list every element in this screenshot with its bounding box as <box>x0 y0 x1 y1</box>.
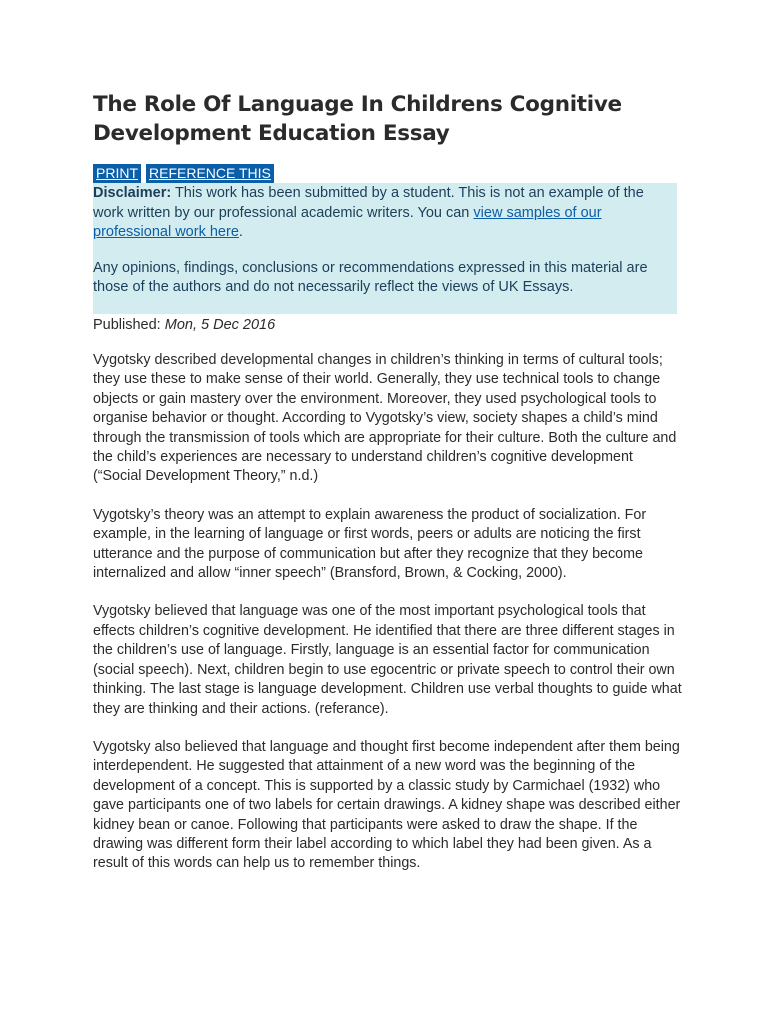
print-button[interactable]: PRINT <box>93 164 141 183</box>
disclaimer-end: . <box>238 224 243 240</box>
disclaimer-box <box>93 183 677 314</box>
published-date: Mon, 5 Dec 2016 <box>164 317 276 333</box>
published-label: Published: <box>93 317 161 333</box>
body-paragraph: Vygotsky’s theory was an attempt to explain awareness the product of socialization. For example, in the learning of language or first words, peers or adults are noticing the first utterance and the purpose of communication but after they recognize that they become internalized and allow “inner speech” (Bransford, Brown, & Cocking, 2000). <box>93 506 647 582</box>
article-title: The Role Of Language In Childrens Cognitive Development Education Essay <box>93 92 622 146</box>
body-paragraph: Vygotsky described developmental changes in children’s thinking in terms of cultural tools; they use these to make sense of their world. Generally, they use technical tools to change objects or gain mastery over the environment. Moreover, they used psychological tools to organise behavior or thought. According to Vygotsky’s view, society shapes a child’s mind through the transmission of tools which are appropriate for their culture. Both the culture and the child’s experiences are necessary to understand children’s cognitive development (“Social Development Theory,” n.d.) <box>93 352 677 485</box>
disclaimer-text <box>93 184 675 243</box>
disclaimer-body: This work has been submitted by a student. This is not an example of the work written by our professional academic writers. You can <box>93 185 644 221</box>
article-actions <box>93 164 274 183</box>
reference-this-button[interactable]: REFERENCE THIS <box>146 164 274 183</box>
body-paragraph: Vygotsky believed that language was one of the most important psychological tools that effects children’s cognitive development. He identified that there are three different stages in the children’s use of language. Firstly, language is an essential factor for communication (social speech). Next, children begin to use egocentric or private speech to control their own thinking. The last stage is language development. Children use verbal thoughts to guide what they are thinking and their actions. (referance). <box>93 603 682 717</box>
view-samples-link[interactable]: view samples of our professional work here <box>93 204 602 240</box>
article-body <box>93 351 685 893</box>
disclaimer-lead: Disclaimer: <box>93 185 172 201</box>
disclaimer-opinions-text: Any opinions, findings, conclusions or recommendations expressed in this material are those of the authors and do not necessarily reflect the views of UK Essays. <box>93 259 648 295</box>
published-line <box>93 316 275 335</box>
body-paragraph: Vygotsky also believed that language and thought first become independent after them being interdependent. He suggested that attainment of a new word was the beginning of the development of a concept. This is supported by a classic study by Carmichael (1932) who gave participants one of two labels for certain drawings. A kidney shape was described either kidney bean or canoe. Following that participants were asked to draw the shape. If the drawing was different form their label according to which label they had been given. As a result of this words can help us to remember things. <box>93 738 681 872</box>
